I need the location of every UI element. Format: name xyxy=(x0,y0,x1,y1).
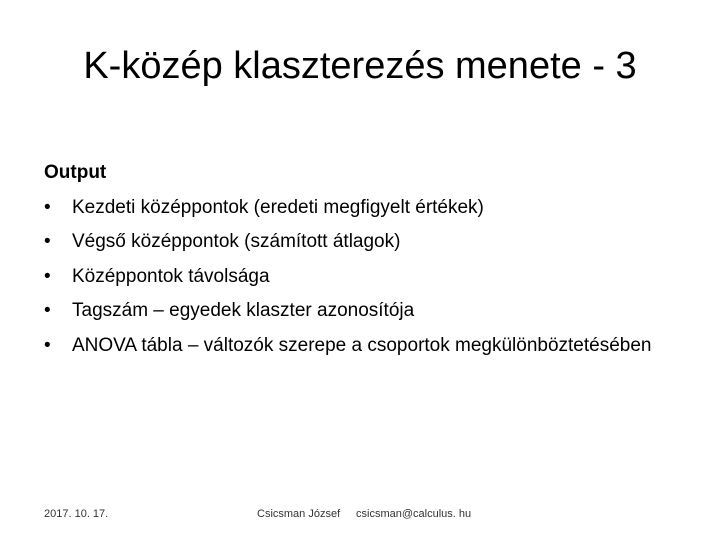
list-item-text: Tagszám – egyedek klaszter azonosítója xyxy=(72,300,415,321)
list-item-text: Középpontok távolsága xyxy=(72,265,270,287)
bullet-icon: • xyxy=(44,300,51,321)
section-heading: Output xyxy=(44,162,107,183)
list-item-text: Kezdeti középpontok (eredeti megfigyelt értékek) xyxy=(72,196,484,218)
footer-email: csicsman@calculus. hu xyxy=(356,508,472,520)
slide-content xyxy=(44,156,684,363)
list-item-text: ANOVA tábla – változók szerepe a csoportok megkülönböztetésében xyxy=(72,334,652,356)
list-item xyxy=(44,294,684,329)
list-item-text: Végső középpontok (számított átlagok) xyxy=(72,231,401,252)
bullet-icon: • xyxy=(44,334,51,356)
list-item xyxy=(44,260,684,295)
bullet-icon: • xyxy=(44,231,51,252)
bullet-icon: • xyxy=(44,265,51,287)
bullet-list xyxy=(44,191,684,364)
list-item xyxy=(44,191,684,226)
footer-date: 2017. 10. 17. xyxy=(44,508,109,520)
slide-title: K-közép klaszterezés menete - 3 xyxy=(83,45,637,87)
list-item xyxy=(44,225,684,260)
list-item xyxy=(44,329,684,364)
footer-author: Csicsman József xyxy=(257,508,341,520)
bullet-icon: • xyxy=(44,196,51,218)
